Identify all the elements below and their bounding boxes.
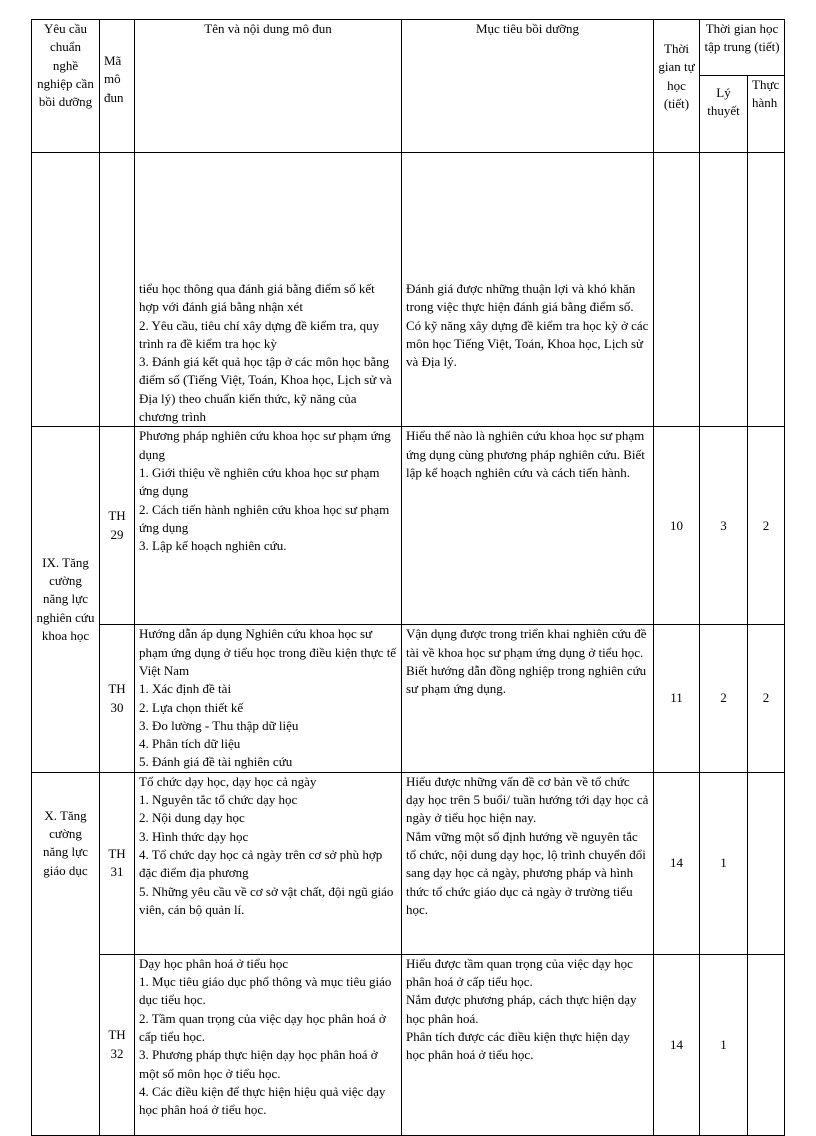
- module-row-th31: [32, 772, 785, 954]
- header-module-name: Tên và nội dung mô đun: [135, 20, 402, 153]
- header-self-study: [654, 20, 700, 153]
- cont-goal-cell: [402, 153, 654, 427]
- module-content: Dạy học phân hoá ở tiểu học 1. Mục tiêu giáo dục phổ thông và mục tiêu giáo dục tiểu học. 2. Tầm quan trọng của việc dạy học phân hoá ở cấp tiểu học. 3. Phương pháp thực hiện dạy học phân hoá ở một số môn học ở tiểu học. 4. Các điều kiện để thực hiện hiệu quả việc dạy học phân hoá ở tiểu học.: [135, 954, 402, 1135]
- module-code: [100, 427, 135, 625]
- group-requirement: X. Tăng cường năng lực giáo dục: [43, 807, 88, 878]
- module-content: Tổ chức dạy học, dạy học cả ngày 1. Nguyên tắc tổ chức dạy học 2. Nội dung dạy học 3. Hình thức dạy học 4. Tổ chức dạy học cả ngày trên cơ sở phù hợp đặc điểm địa phương 5. Những yêu cầu về cơ sở vật chất, đội ngũ giáo viên, cán bộ quản lí.: [135, 772, 402, 954]
- module-goal: Vận dụng được trong triển khai nghiên cứu đề tài về khoa học sư phạm ứng dụng ở tiểu học. Biết hướng dẫn đồng nghiệp trong nghiên cứu sư phạm ứng dụng.: [402, 625, 654, 772]
- header-module-code: [100, 20, 135, 153]
- self-study-hours: 14: [654, 772, 700, 954]
- cont-content-cell: [135, 153, 402, 427]
- header-requirement: Yêu cầu chuẩn nghề nghiệp cần bồi dưỡng: [32, 20, 100, 153]
- group-requirement-cell: [32, 772, 100, 1135]
- cont-code: [100, 153, 135, 427]
- self-study-hours: 10: [654, 427, 700, 625]
- header-focus-study: Thời gian học tập trung (tiết): [700, 20, 785, 76]
- theory-hours: 1: [700, 772, 748, 954]
- header-theory: [700, 76, 748, 153]
- cont-theory: [700, 153, 748, 427]
- cont-goal: Đánh giá được những thuận lợi và khó khăn trong việc thực hiện đánh giá bằng điểm số. Có kỹ năng xây dựng đề kiểm tra học kỳ ở các môn học Tiếng Việt, Toán, Khoa học, Lịch sử và Địa lý.: [406, 281, 649, 370]
- practice-hours: [748, 772, 785, 954]
- module-row-th29: [32, 427, 785, 625]
- module-code: TH 30: [100, 625, 135, 772]
- self-study-hours: 11: [654, 625, 700, 772]
- cont-requirement: [32, 153, 100, 427]
- module-goal: Hiểu thế nào là nghiên cứu khoa học sư phạm ứng dụng cùng phương pháp nghiên cứu. Biết lập kế hoạch nghiên cứu và cách tiến hành.: [402, 427, 654, 625]
- header-theory-text: Lý thuyết: [707, 85, 740, 119]
- module-code: TH 31: [100, 772, 135, 954]
- group-requirement: IX. Tăng cường năng lực nghiên cứu khoa học: [32, 427, 100, 772]
- module-code: TH 32: [100, 954, 135, 1135]
- header-module-code-text: Mã mô đun: [104, 53, 124, 105]
- practice-hours: [748, 954, 785, 1135]
- module-content: Hướng dẫn áp dụng Nghiên cứu khoa học sư phạm ứng dụng ở tiểu học trong điều kiện thực tế Việt Nam 1. Xác định đề tài 2. Lựa chọn thiết kế 3. Đo lường - Thu thập dữ liệu 4. Phân tích dữ liệu 5. Đánh giá đề tài nghiên cứu: [135, 625, 402, 772]
- module-row-th30: [32, 625, 785, 772]
- theory-hours: 2: [700, 625, 748, 772]
- self-study-hours: 14: [654, 954, 700, 1135]
- module-table: [31, 19, 785, 1136]
- module-goal: Hiểu được những vấn đề cơ bản về tổ chức dạy học trên 5 buổi/ tuần hướng tới dạy học cả ngày ở tiểu học hiện nay. Nắm vững một số định hướng về nguyên tắc tổ chức, nội dung dạy học, lộ trình chuyển đổi sang dạy học cả ngày, phương pháp và hình thức tổ chức giáo dục cả ngày ở trường tiểu học.: [402, 772, 654, 954]
- cont-practice: [748, 153, 785, 427]
- continuation-row: [32, 153, 785, 427]
- cont-self: [654, 153, 700, 427]
- header-row: [32, 20, 785, 76]
- cont-content: tiểu học thông qua đánh giá bằng điểm số kết hợp với đánh giá bằng nhận xét 2. Yêu cầu, tiêu chí xây dựng đề kiểm tra, quy trình ra đề kiểm tra học kỳ 3. Đánh giá kết quả học tập ở các môn học bằng điểm số (Tiếng Việt, Toán, Khoa học, Lịch sử và Địa lý) theo chuẩn kiến thức, kỹ năng của chương trình: [139, 281, 392, 425]
- practice-hours: 2: [748, 427, 785, 625]
- module-row-th32: [32, 954, 785, 1135]
- practice-hours: 2: [748, 625, 785, 772]
- cont-content-gap: [139, 153, 397, 280]
- module-goal: Hiểu được tầm quan trọng của việc dạy học phân hoá ở cấp tiểu học. Nắm được phương pháp, cách thực hiện dạy học phân hoá. Phân tích được các điều kiện thực hiện dạy học phân hoá ở tiểu học.: [402, 954, 654, 1135]
- cont-goal-gap: [406, 153, 649, 280]
- header-practice: Thực hành: [748, 76, 785, 153]
- header-self-study-text: Thời gian tự học (tiết): [658, 41, 695, 111]
- theory-hours: 1: [700, 954, 748, 1135]
- module-content: Phương pháp nghiên cứu khoa học sư phạm ứng dụng 1. Giới thiệu về nghiên cứu khoa học sư phạm ứng dụng 2. Cách tiến hành nghiên cứu khoa học sư phạm ứng dụng 3. Lập kế hoạch nghiên cứu.: [135, 427, 402, 625]
- theory-hours: 3: [700, 427, 748, 625]
- module-code-text: TH 29: [108, 508, 126, 542]
- header-goal: Mục tiêu bồi dưỡng: [402, 20, 654, 153]
